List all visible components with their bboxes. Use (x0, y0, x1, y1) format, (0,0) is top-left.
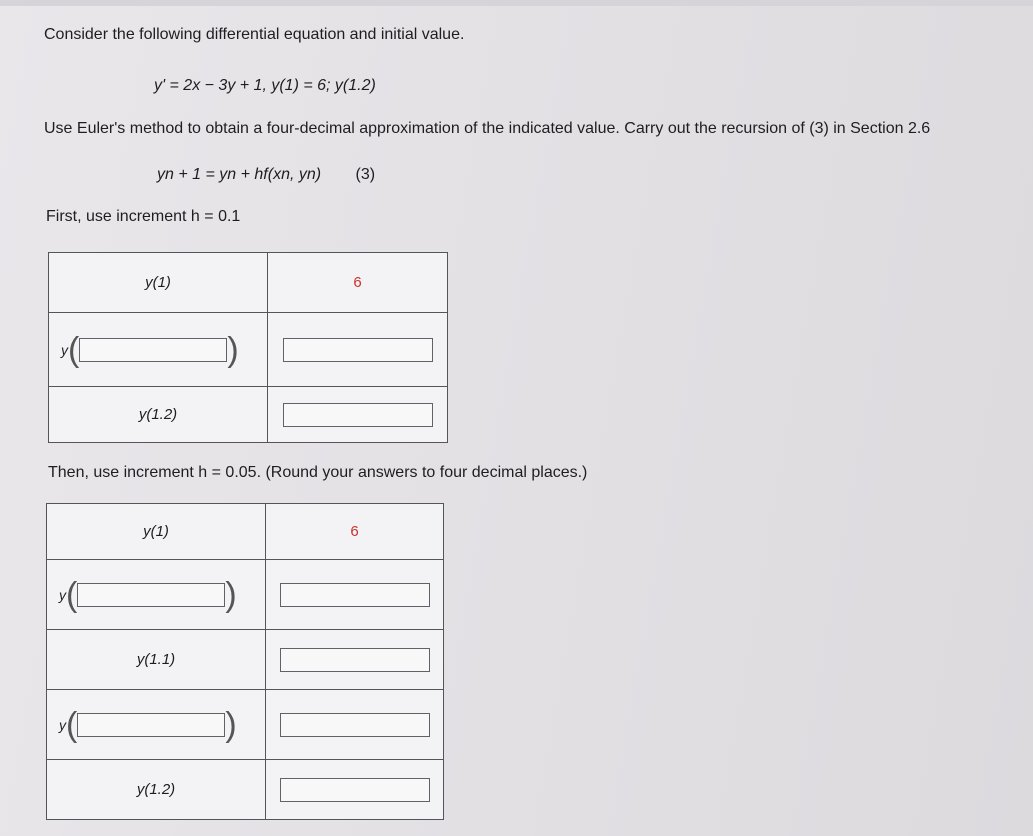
x-value-input[interactable] (79, 338, 227, 362)
table-row (47, 630, 444, 690)
euler-table-h-0.05 (46, 503, 444, 820)
intro-text: Consider the following differential equation and initial value. (44, 26, 465, 43)
table-row (47, 504, 444, 560)
y-function-label: y (59, 586, 66, 603)
y-value-input[interactable] (280, 583, 430, 607)
row-label-y1.2: y(1.2) (49, 387, 268, 443)
x-input-cell (47, 560, 266, 630)
open-paren: ( (68, 330, 80, 369)
first-increment-text: First, use increment h = 0.1 (46, 208, 241, 225)
table-row (47, 690, 444, 760)
table-row (47, 760, 444, 820)
open-paren: ( (66, 705, 78, 744)
x-value-input[interactable] (77, 583, 225, 607)
row-value-y1: 6 (266, 504, 444, 560)
recursion-formula (157, 166, 375, 184)
differential-equation: y' = 2x − 3y + 1, y(1) = 6; y(1.2) (154, 77, 376, 94)
table-row (49, 253, 448, 313)
y-value-cell (266, 690, 444, 760)
y1.2-input[interactable] (283, 403, 433, 427)
close-paren: ) (225, 575, 237, 614)
x-input-cell (47, 690, 266, 760)
y1.2-value-cell (268, 387, 448, 443)
recursion-number: (3) (355, 166, 376, 183)
row-label-y1: y(1) (47, 504, 266, 560)
y-value-cell (266, 560, 444, 630)
y-value-input[interactable] (280, 713, 430, 737)
table-row (49, 313, 448, 387)
x-value-input[interactable] (77, 713, 225, 737)
instruction-text: Use Euler's method to obtain a four-decimal approximation of the indicated value. Carry out the recursion of (3) in Section 2.6 (44, 120, 931, 137)
close-paren: ) (225, 705, 237, 744)
close-paren: ) (227, 330, 239, 369)
row-label-y1.1: y(1.1) (47, 630, 266, 690)
recursion-expression: yn + 1 = yn + hf(xn, yn) (157, 166, 322, 183)
y1.1-input[interactable] (280, 648, 430, 672)
table-row (47, 560, 444, 630)
second-increment-text: Then, use increment h = 0.05. (Round your answers to four decimal places.) (48, 464, 588, 481)
row-label-y1: y(1) (49, 253, 268, 313)
y-value-cell (268, 313, 448, 387)
y1.2-input[interactable] (280, 778, 430, 802)
y1.1-value-cell (266, 630, 444, 690)
euler-table-h-0.1 (48, 252, 448, 443)
y1.2-value-cell (266, 760, 444, 820)
y-value-input[interactable] (283, 338, 433, 362)
y-function-label: y (61, 341, 68, 358)
table-row (49, 387, 448, 443)
x-input-cell (49, 313, 268, 387)
top-divider (0, 0, 1033, 6)
row-value-y1: 6 (268, 253, 448, 313)
row-label-y1.2: y(1.2) (47, 760, 266, 820)
y-function-label: y (59, 716, 66, 733)
open-paren: ( (66, 575, 78, 614)
